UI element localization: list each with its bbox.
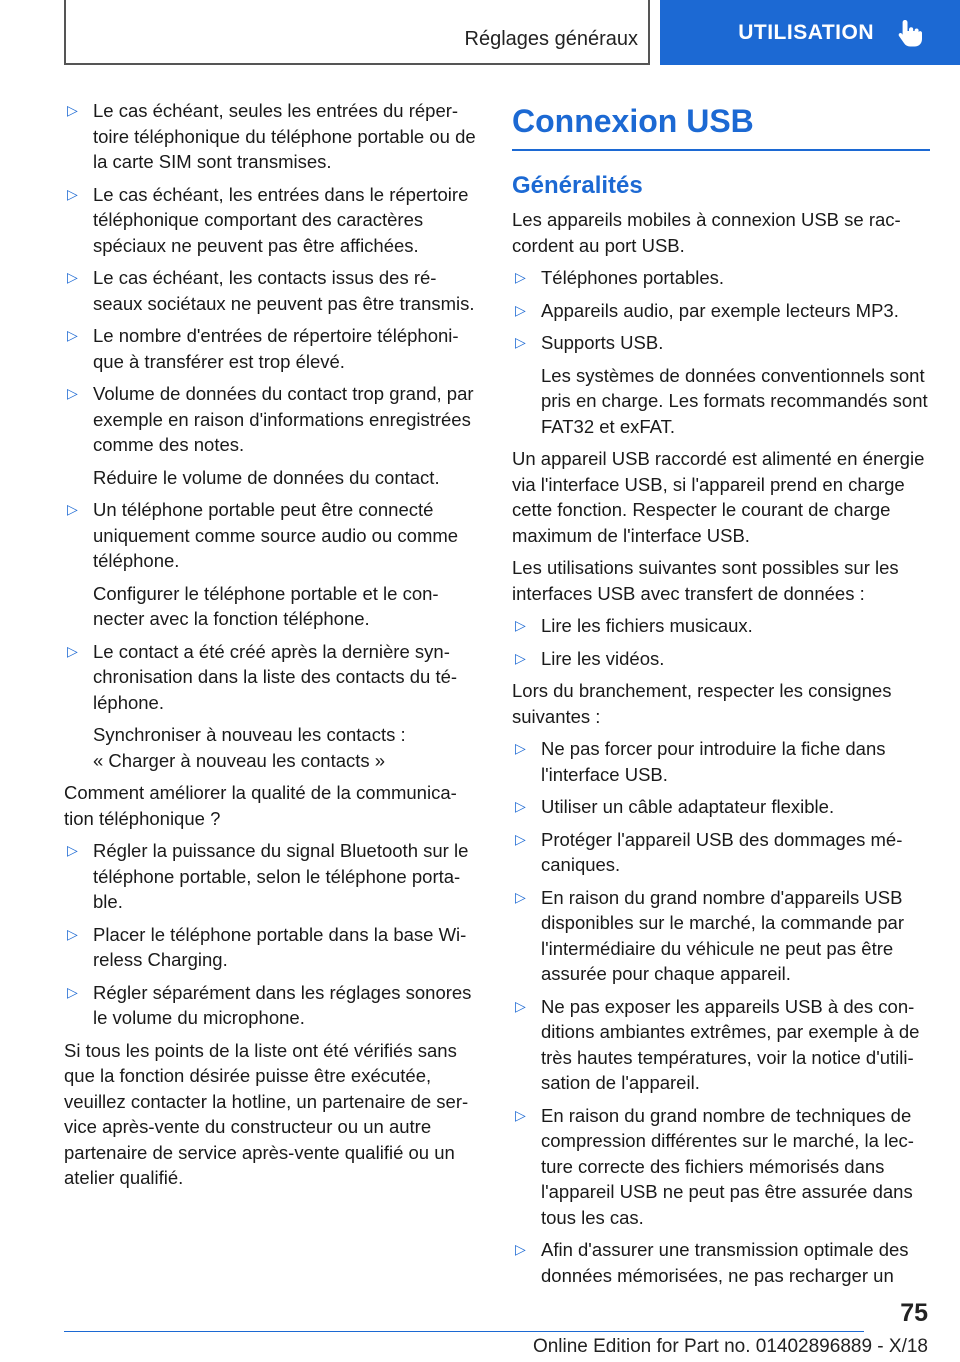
header-rule-right	[648, 0, 650, 64]
list-item: ▷ Le cas échéant, les contacts issus des réseaux sociétaux ne peuvent pas être transmis.	[67, 267, 475, 314]
triangle-bullet-icon: ▷	[515, 1106, 526, 1123]
section-title: Réglages généraux	[464, 28, 638, 50]
list-item: ▷ Appareils audio, par exemple lecteurs MP3.	[512, 298, 930, 324]
triangle-bullet-icon: ▷	[515, 997, 526, 1014]
list-item: ▷ Le cas échéant, seules les entrées du répertoire téléphonique du téléphone portable ou de la carte SIM sont transmises.	[67, 100, 476, 172]
triangle-bullet-icon: ▷	[515, 617, 526, 633]
list-item: ▷ Régler séparément dans les réglages sonores le volume du microphone.	[67, 981, 472, 1028]
list-item: ▷ Un téléphone portable peut être connecté uniquement comme source audio ou comme téléphone. Configurer le téléphone portable et le connecter avec la fonction téléphone.	[64, 497, 478, 632]
triangle-bullet-icon: ▷	[67, 269, 78, 285]
paragraph: Comment améliorer la qualité de la communication téléphonique ?	[64, 782, 457, 829]
right-column	[512, 98, 930, 1295]
list-item: ▷ Le contact a été créé après la dernière synchronisation dans la liste des contacts du téléphone. Synchroniser à nouveau les contacts : « Charger à nouveau les contacts »	[64, 639, 478, 774]
paragraph: Si tous les points de la liste ont été vérifiés sans que la fonction désirée puisse être exécutée, veuillez contacter la hotline, un partenaire de service après-vente du constructeur ou un autre partenaire de service après-vente qualifié ou un atelier qualifié.	[64, 1039, 469, 1188]
list-item: ▷ Afin d'assurer une transmission optimale des données mémorisées, ne pas recharger un	[515, 1239, 909, 1286]
paragraph: Un appareil USB raccordé est alimenté en énergie via l'interface USB, si l'appareil prend en charge cette fonction. Respecter le courant de charge maximum de l'interface USB.	[512, 448, 925, 546]
triangle-bullet-icon: ▷	[67, 501, 78, 517]
pointing-hand-icon	[896, 18, 924, 48]
list-item: ▷ Protéger l'appareil USB des dommages mécaniques.	[515, 828, 903, 875]
paragraph: Lors du branchement, respecter les consignes suivantes :	[512, 680, 892, 727]
page-heading: Connexion USB	[512, 101, 930, 151]
list-item-detail: Les systèmes de données conventionnels sont pris en charge. Les formats recommandés sont FAT32 et exFAT.	[541, 364, 928, 437]
list-item: ▷ Lire les fichiers musicaux.	[512, 613, 930, 639]
triangle-bullet-icon: ▷	[515, 740, 526, 756]
list-item-instruction: Réduire le volume de données du contact.	[93, 466, 440, 488]
triangle-bullet-icon: ▷	[515, 301, 526, 318]
triangle-bullet-icon: ▷	[67, 642, 78, 659]
list-item: ▷ En raison du grand nombre d'appareils USB disponibles sur le marché, la commande par l'intermédiaire du véhicule ne peut pas être assurée pour chaque appareil.	[515, 886, 904, 984]
triangle-bullet-icon: ▷	[67, 327, 78, 343]
list-item: ▷ Le cas échéant, les entrées dans le répertoire téléphonique comportant des caractères spéciaux ne peuvent pas être affichées.	[67, 183, 469, 256]
triangle-bullet-icon: ▷	[515, 830, 526, 847]
list-item: ▷ Ne pas exposer les appareils USB à des conditions ambiantes extrêmes, par exemple à de très hautes températures, voir la notice d'utilisation de l'appareil.	[515, 995, 920, 1093]
triangle-bullet-icon: ▷	[515, 334, 526, 350]
subheading: Généralités	[512, 172, 643, 199]
left-column	[64, 98, 478, 1198]
list-item: ▷ Lire les vidéos.	[512, 646, 930, 672]
list-item: ▷ Supports USB. Les systèmes de données conventionnels sont pris en charge. Les formats recommandés sont FAT32 et exFAT.	[512, 330, 930, 439]
list-item-instruction: Configurer le téléphone portable et le connecter avec la fonction téléphone.	[93, 582, 439, 629]
chapter-label: UTILISATION	[738, 20, 874, 44]
list-item: ▷ Placer le téléphone portable dans la base Wireless Charging.	[67, 923, 467, 970]
edition-note: Online Edition for Part no. 01402896889 - X/18	[532, 1336, 928, 1357]
triangle-bullet-icon: ▷	[67, 983, 78, 1000]
triangle-bullet-icon: ▷	[515, 1241, 526, 1257]
triangle-bullet-icon: ▷	[67, 842, 78, 858]
triangle-bullet-icon: ▷	[67, 102, 78, 118]
list-item: ▷ En raison du grand nombre de techniques de compression différentes sur le marché, la lecture correcte des fichiers mémorisés dans l'appareil USB ne peut pas être assurée dans tous les cas.	[515, 1104, 914, 1228]
triangle-bullet-icon: ▷	[515, 269, 526, 285]
header-rule-left	[64, 0, 66, 64]
list-item: ▷ Régler la puissance du signal Bluetooth sur le téléphone portable, selon le téléphone portable.	[67, 840, 469, 912]
triangle-bullet-icon: ▷	[67, 185, 78, 202]
triangle-bullet-icon: ▷	[515, 888, 526, 905]
page-number: 75	[900, 1299, 928, 1327]
list-item: ▷ Téléphones portables.	[512, 265, 930, 291]
triangle-bullet-icon: ▷	[67, 385, 78, 401]
triangle-bullet-icon: ▷	[67, 925, 78, 942]
list-item: ▷ Volume de données du contact trop grand, par exemple en raison d'informations enregistrées comme des notes. Réduire le volume de données du contact.	[64, 381, 478, 490]
list-item: ▷ Ne pas forcer pour introduire la fiche dans l'interface USB.	[515, 738, 886, 785]
list-item-instruction: Synchroniser à nouveau les contacts :	[93, 724, 406, 745]
list-item: ▷ Utiliser un câble adaptateur flexible.	[512, 794, 930, 820]
footer-rule	[64, 1331, 864, 1332]
list-item: ▷ Le nombre d'entrées de répertoire téléphonique à transférer est trop élevé.	[67, 325, 459, 372]
paragraph: Les appareils mobiles à connexion USB se raccordent au port USB.	[512, 209, 901, 256]
header-rule-bottom	[64, 63, 650, 65]
paragraph: Les utilisations suivantes sont possibles sur les interfaces USB avec transfert de données :	[512, 557, 899, 604]
menu-path: « Charger à nouveau les contacts »	[93, 749, 386, 771]
triangle-bullet-icon: ▷	[515, 798, 526, 814]
chapter-tab	[660, 0, 960, 65]
triangle-bullet-icon: ▷	[515, 649, 526, 666]
